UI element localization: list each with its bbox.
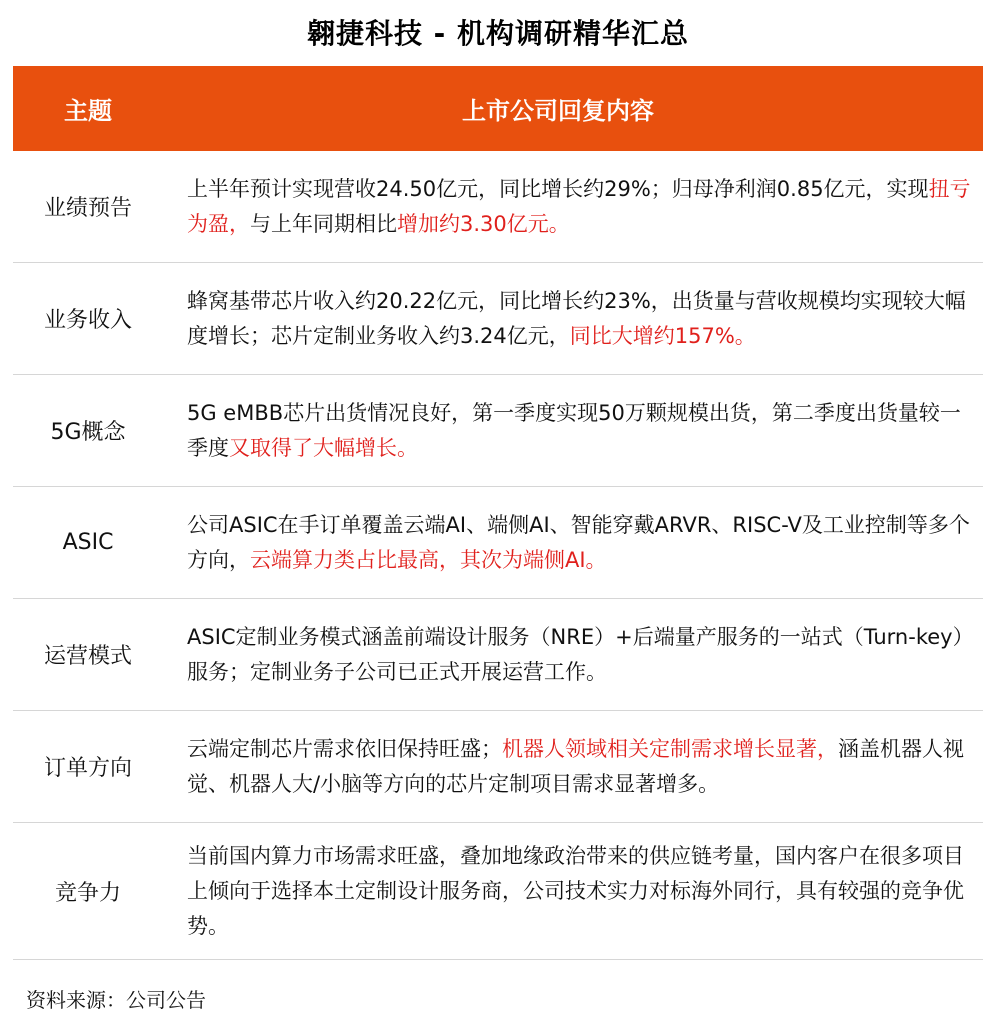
content-text: 与上年同期相比 — [250, 211, 397, 236]
row-content — [163, 620, 983, 690]
page-title: 翱捷科技 - 机构调研精华汇总 — [306, 17, 690, 50]
content-text: 涵盖机器人视觉、机器人大/小脑等方向的芯片定制项目需求显著增多。 — [187, 736, 964, 796]
content-text: 蜂窝基带芯片收入约20.22亿元，同比增长约23%，出货量与营收规模均实现较大幅度增长；芯片定制业务收入约3.24亿元， — [187, 288, 966, 348]
table-row — [13, 599, 983, 711]
table-header — [13, 66, 983, 151]
row-topic: 5G概念 — [50, 420, 126, 445]
row-content — [163, 508, 983, 578]
row-content — [163, 284, 983, 354]
highlight-text: 增加约3.30亿元。 — [397, 211, 570, 236]
table-row — [13, 375, 983, 487]
row-topic: ASIC — [62, 530, 114, 555]
table-row — [13, 823, 983, 960]
table-body — [13, 151, 983, 960]
content-text: ASIC定制业务模式涵盖前端设计服务（NRE）+后端量产服务的一站式（Turn-key）服务；定制业务子公司已正式开展运营工作。 — [187, 624, 974, 684]
highlight-text: 同比大增约157%。 — [569, 323, 756, 348]
highlight-text: 扭亏为盈， — [187, 176, 971, 236]
highlight-text: 又取得了大幅增长。 — [229, 435, 418, 460]
content-text: 上半年预计实现营收24.50亿元，同比增长约29%；归母净利润0.85亿元，实现 — [187, 176, 929, 201]
header-reply-content: 上市公司回复内容 — [462, 97, 654, 125]
row-topic: 业绩预告 — [43, 196, 132, 221]
row-content — [163, 732, 983, 802]
content-text: 公司ASIC在手订单覆盖云端AI、端侧AI、智能穿戴ARVR、RISC-V及工业控制等多个方向， — [187, 512, 970, 572]
row-topic: 竞争力 — [54, 880, 121, 906]
row-topic: 业务收入 — [43, 308, 132, 333]
content-text: 5G eMBB芯片出货情况良好，第一季度实现50万颗规模出货，第二季度出货量较一季度 — [187, 400, 961, 460]
table-row — [13, 711, 983, 823]
table-row — [13, 151, 983, 263]
row-topic: 订单方向 — [43, 756, 132, 781]
highlight-text: 机器人领域相关定制需求增长显著， — [502, 736, 838, 761]
research-summary-table — [13, 66, 983, 960]
row-content — [163, 396, 983, 466]
highlight-text: 云端算力类占比最高，其次为端侧AI。 — [250, 547, 607, 572]
content-text: 云端定制芯片需求依旧保持旺盛； — [187, 736, 502, 761]
row-topic: 运营模式 — [43, 644, 132, 669]
source-note: 资料来源：公司公告 — [26, 988, 206, 1012]
content-text: 当前国内算力市场需求旺盛，叠加地缘政治带来的供应链考量，国内客户在很多项目上倾向于选择本土定制设计服务商，公司技术实力对标海外同行，具有较强的竞争优势。 — [187, 843, 964, 938]
header-topic: 主题 — [64, 97, 112, 125]
row-content — [163, 172, 983, 242]
table-row — [13, 487, 983, 599]
row-content — [163, 839, 983, 944]
table-row — [13, 263, 983, 375]
